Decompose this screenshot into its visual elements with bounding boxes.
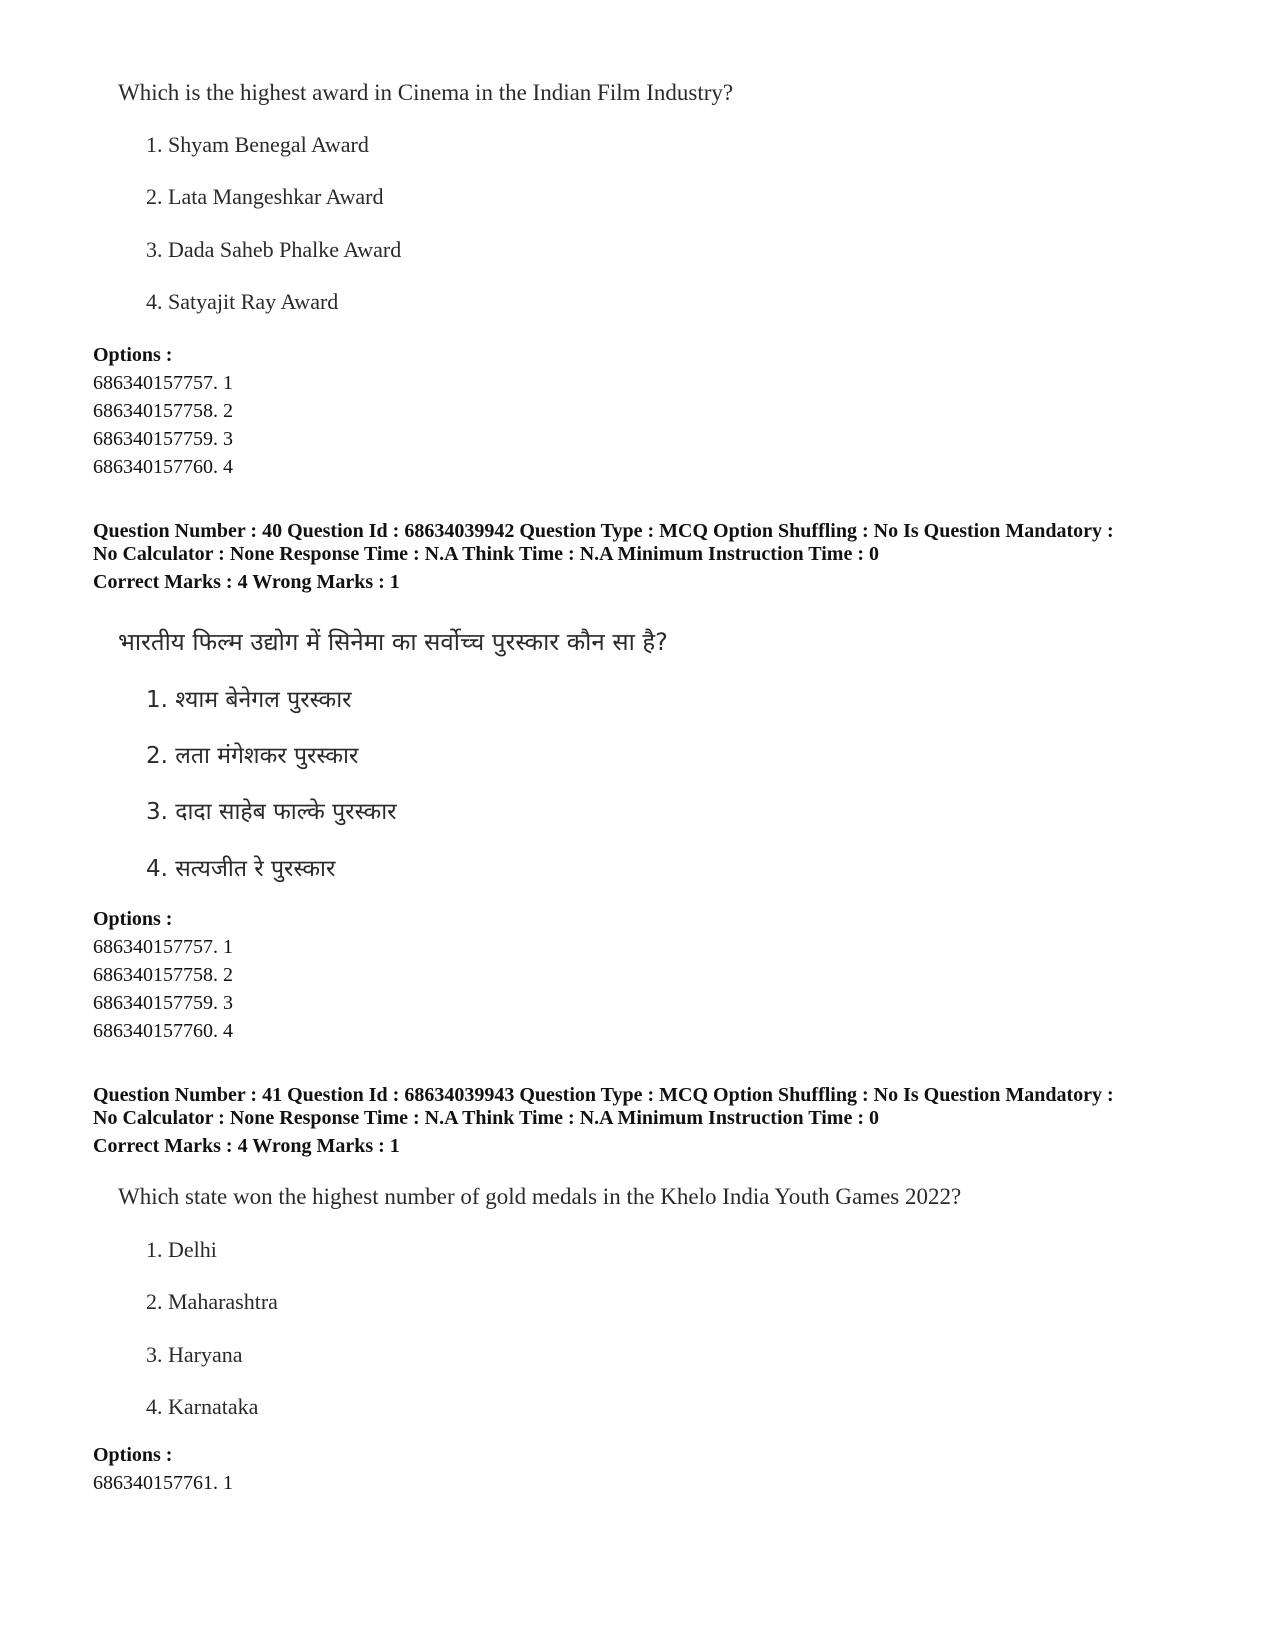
- question-39-option-1: 686340157757. 1: [93, 372, 233, 394]
- question-39-option-3: 686340157759. 3: [93, 428, 233, 450]
- question-39-option-2: 686340157758. 2: [93, 400, 233, 422]
- question-41-marks: Correct Marks : 4 Wrong Marks : 1: [93, 1135, 400, 1157]
- question-39-choice-3: 3. Dada Saheb Phalke Award: [146, 237, 402, 262]
- question-41-choice-1: 1. Delhi: [146, 1237, 217, 1262]
- question-41-choice-4: 4. Karnataka: [146, 1394, 259, 1419]
- question-40-option-4: 686340157760. 4: [93, 1020, 233, 1042]
- question-39-choice-2: 2. Lata Mangeshkar Award: [146, 184, 384, 209]
- question-40-option-1: 686340157757. 1: [93, 936, 233, 958]
- question-39-choice-4: 4. Satyajit Ray Award: [146, 289, 339, 314]
- question-41-meta-line-2: No Calculator : None Response Time : N.A Think Time : N.A Minimum Instruction Time : 0: [93, 1107, 879, 1129]
- question-40-text: भारतीय फिल्म उद्योग में सिनेमा का सर्वोच्च पुरस्कार कौन सा है?: [118, 628, 668, 656]
- question-40-meta-line-1: Question Number : 40 Question Id : 68634039942 Question Type : MCQ Option Shuffling : No Is Question Mandatory :: [93, 520, 1114, 542]
- question-40-choice-4: 4. सत्यजीत रे पुरस्कार: [146, 856, 336, 882]
- question-41-choice-3: 3. Haryana: [146, 1342, 243, 1367]
- question-40-option-3: 686340157759. 3: [93, 992, 233, 1014]
- question-39-options-label: Options :: [93, 344, 173, 366]
- question-39-text: Which is the highest award in Cinema in the Indian Film Industry?: [118, 80, 734, 105]
- question-39-choice-1: 1. Shyam Benegal Award: [146, 132, 369, 157]
- question-40-meta-line-2: No Calculator : None Response Time : N.A Think Time : N.A Minimum Instruction Time : 0: [93, 543, 879, 565]
- question-40-options-label: Options :: [93, 908, 173, 930]
- question-40-choice-2: 2. लता मंगेशकर पुरस्कार: [146, 743, 359, 769]
- question-39-option-4: 686340157760. 4: [93, 456, 233, 478]
- question-41-text: Which state won the highest number of gold medals in the Khelo India Youth Games 2022?: [118, 1184, 962, 1209]
- question-40-marks: Correct Marks : 4 Wrong Marks : 1: [93, 571, 400, 593]
- question-40-choice-3: 3. दादा साहेब फाल्के पुरस्कार: [146, 799, 397, 825]
- question-41-option-1: 686340157761. 1: [93, 1472, 233, 1494]
- question-40-option-2: 686340157758. 2: [93, 964, 233, 986]
- question-41-meta-line-1: Question Number : 41 Question Id : 68634039943 Question Type : MCQ Option Shuffling : No Is Question Mandatory :: [93, 1084, 1114, 1106]
- question-41-choice-2: 2. Maharashtra: [146, 1289, 278, 1314]
- question-41-options-label: Options :: [93, 1444, 173, 1466]
- question-40-choice-1: 1. श्याम बेनेगल पुरस्कार: [146, 687, 352, 713]
